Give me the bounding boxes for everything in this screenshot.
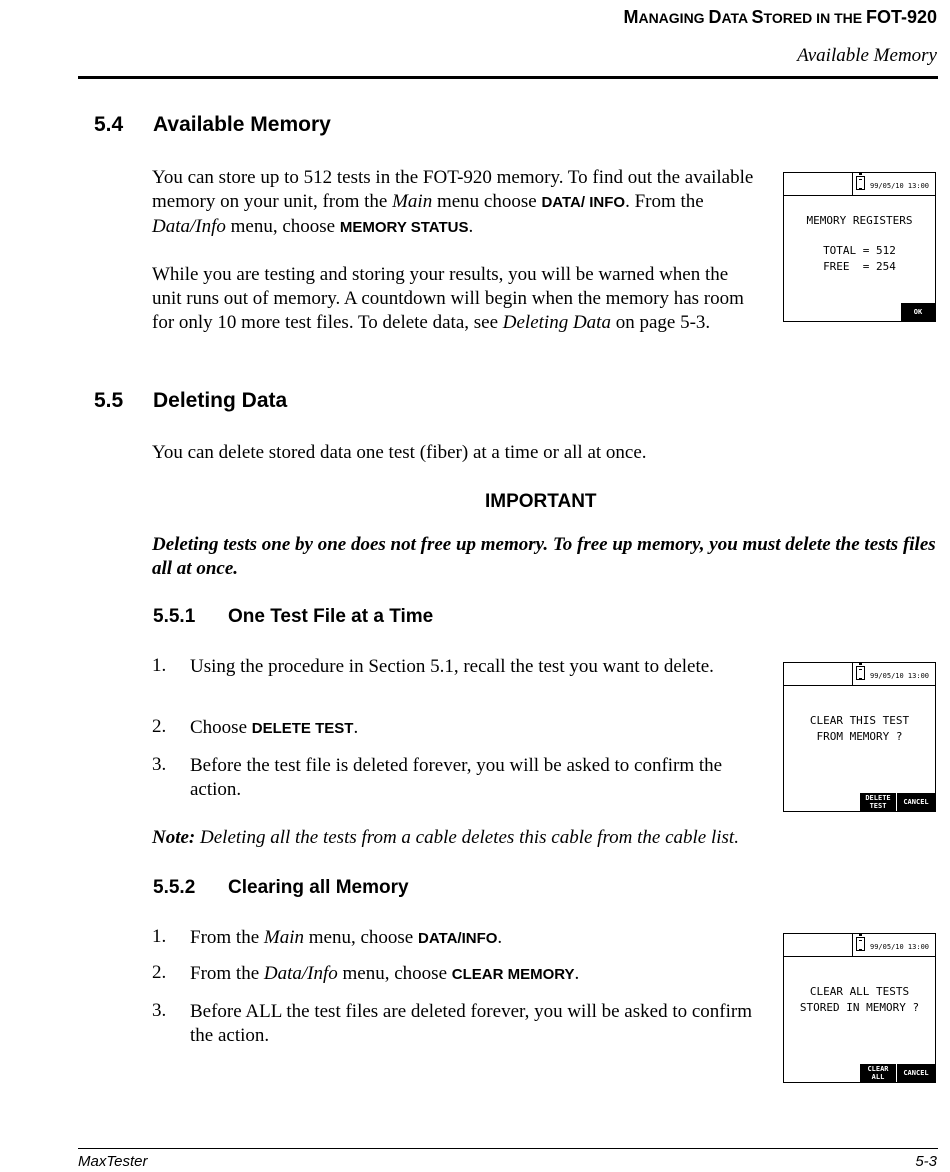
screen-line: FROM MEMORY ? — [816, 730, 903, 743]
status-bar — [784, 934, 935, 957]
subsection-title: Clearing all Memory — [228, 877, 409, 898]
delete-test-button[interactable]: DELETE TEST — [860, 793, 896, 811]
page-number: 5-3 — [915, 1153, 937, 1170]
memory-status-screen — [783, 172, 936, 322]
date-time: 99/05/10 13:00 — [870, 943, 930, 951]
screen-line: FREE = 254 — [823, 260, 896, 273]
list-item: Before ALL the test files are deleted forever, you will be asked to confirm the action. — [190, 1001, 752, 1046]
important-label: IMPORTANT — [485, 491, 597, 512]
section-number: 5.5 — [94, 389, 124, 412]
chapter-title: MANAGING DATA STORED IN THE FOT-920 — [623, 7, 937, 27]
subsection-number: 5.5.2 — [153, 877, 196, 898]
paragraph: While you are testing and storing your results, you will be warned when the unit runs out of memory. A countdown will begin when the memory has room for only 10 more test files. To delete data, see Deleting Data on page 5-3. — [152, 264, 744, 333]
status-bar — [784, 663, 935, 686]
note: Note: Deleting all the tests from a cable deletes this cable from the cable list. — [152, 827, 739, 848]
list-number: 3. — [152, 754, 167, 775]
list-number: 3. — [152, 1000, 167, 1021]
cancel-button[interactable]: CANCEL — [897, 793, 935, 811]
section-title: Deleting Data — [153, 389, 288, 412]
date-time: 99/05/10 13:00 — [870, 182, 930, 190]
section-number: 5.4 — [94, 113, 124, 136]
screen-line: CLEAR ALL TESTS — [809, 985, 910, 998]
status-bar — [784, 173, 935, 196]
section-title: Available Memory — [153, 113, 331, 136]
footer-rule — [78, 1148, 938, 1149]
ok-button[interactable]: OK — [901, 303, 935, 321]
subsection-title: One Test File at a Time — [228, 606, 434, 627]
cancel-button[interactable]: CANCEL — [897, 1064, 935, 1082]
subsection-number: 5.5.1 — [153, 606, 196, 627]
clear-all-button[interactable]: CLEAR ALL — [860, 1064, 896, 1082]
list-item: Before the test file is deleted forever, you will be asked to confirm the action. — [190, 755, 723, 800]
list-number: 1. — [152, 926, 167, 947]
header-rule — [78, 76, 938, 79]
screen-line: TOTAL = 512 — [823, 244, 896, 257]
battery-icon — [856, 937, 865, 951]
paragraph: You can store up to 512 tests in the FOT-920 memory. To find out the available memory on your unit, from the Main menu choose DATA/ INFO. From the Data/Info menu, choose MEMORY STATUS. — [152, 167, 754, 237]
clear-test-screen — [783, 662, 936, 812]
list-number: 2. — [152, 716, 167, 737]
screen-line: STORED IN MEMORY ? — [799, 1001, 920, 1014]
list-number: 1. — [152, 655, 167, 676]
screen-line: CLEAR THIS TEST — [809, 714, 910, 727]
list-item: From the Data/Info menu, choose CLEAR MEMORY. — [190, 963, 580, 984]
list-item: Using the procedure in Section 5.1, recall the test you want to delete. — [190, 656, 714, 677]
date-time: 99/05/10 13:00 — [870, 672, 930, 680]
list-number: 2. — [152, 962, 167, 983]
footer-product: MaxTester — [78, 1153, 148, 1170]
clear-memory-screen — [783, 933, 936, 1083]
list-item: Choose DELETE TEST. — [190, 717, 359, 738]
important-text: Deleting tests one by one does not free up memory. To free up memory, you must delete the tests files all at once. — [152, 534, 936, 579]
list-item: From the Main menu, choose DATA/INFO. — [190, 927, 503, 948]
cross-reference: Deleting Data — [502, 312, 611, 333]
note-label: Note: — [152, 827, 196, 848]
battery-icon — [856, 176, 865, 190]
battery-icon — [856, 666, 865, 680]
screen-line: MEMORY REGISTERS — [806, 214, 913, 227]
paragraph: You can delete stored data one test (fiber) at a time or all at once. — [152, 442, 647, 463]
running-section-name: Available Memory — [797, 45, 937, 66]
